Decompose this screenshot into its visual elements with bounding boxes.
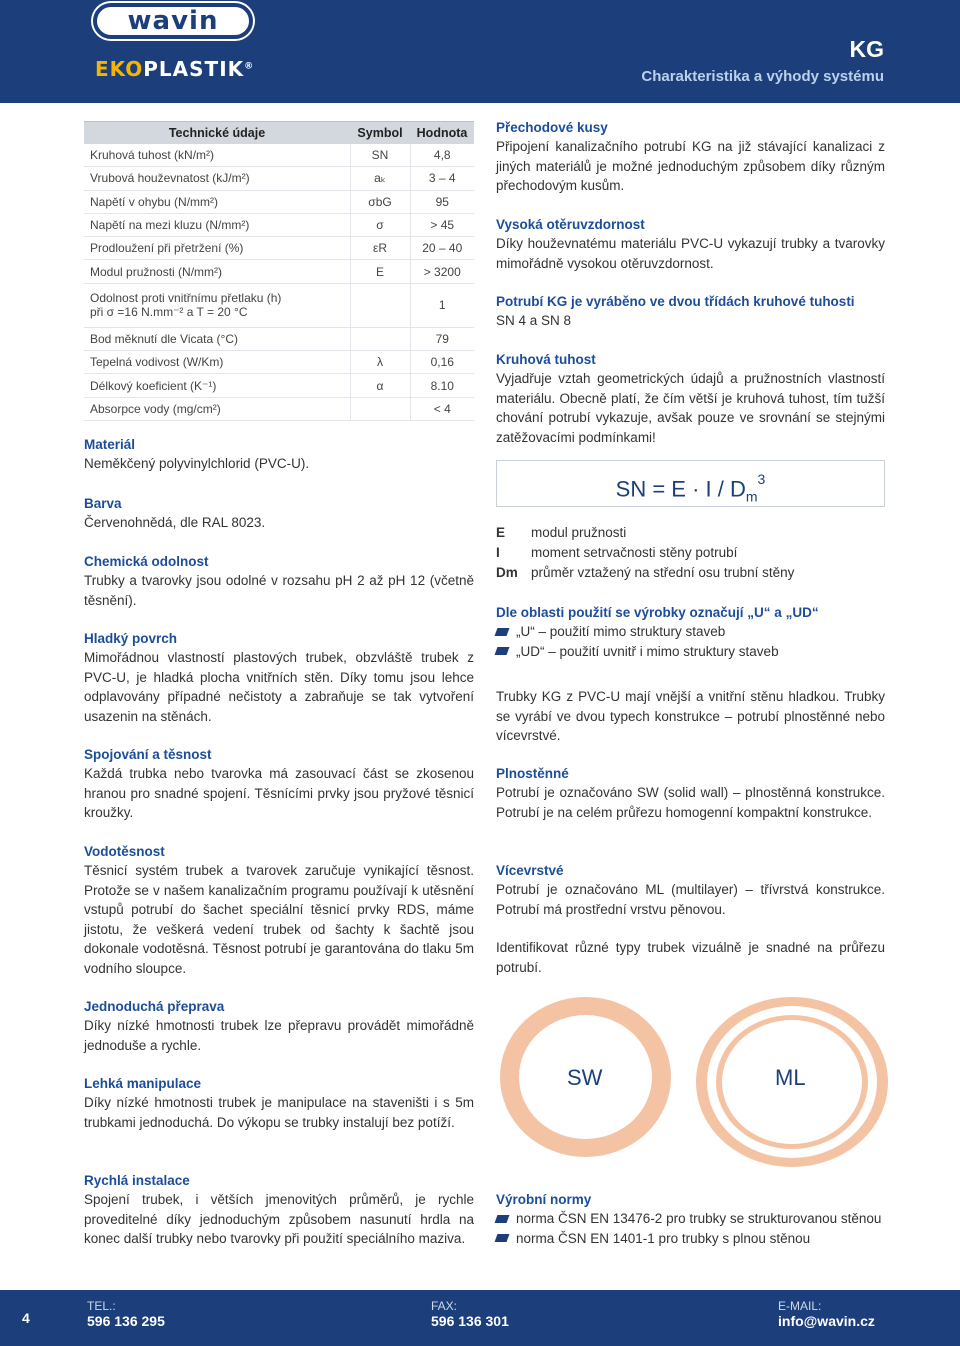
table-cell-symbol: λ [350,351,410,374]
table-cell-label: Kruhová tuhost (kN/m²) [84,144,350,167]
technical-data-table [84,121,474,421]
email-label: E-MAIL: [778,1299,822,1313]
table-cell-value: 95 [410,190,474,213]
table-cell-symbol: SN [350,144,410,167]
legend-key: E [496,525,506,540]
bullet-icon [495,1215,510,1223]
section-identification [496,938,885,977]
section-heading: Vodotěsnost [84,844,165,859]
table-row [84,283,474,327]
section-handling [84,1074,474,1132]
legend-text: průměr vztažený na střední osu trubní stěny [531,565,795,580]
fax-value: 596 136 301 [431,1313,509,1329]
table-row [84,190,474,213]
section-heading: Kruhová tuhost [496,352,596,367]
section-walls [496,687,885,746]
table-row [84,213,474,236]
legend-row [496,525,885,545]
section-heading: Hladký povrch [84,631,178,646]
table-cell-symbol: εR [350,237,410,260]
section-barva [84,494,474,533]
table-row [84,260,474,283]
bullet-icon [495,647,510,655]
email-link[interactable]: info@wavin.cz [778,1313,875,1329]
section-text: Trubky KG z PVC-U mají vnější a vnitřní stěnu hladkou. Trubky se vyrábí ve dvou typech konstrukce – potrubí plnostěnné nebo vícevrstvé. [496,689,885,743]
legend-row [496,565,885,585]
section-transport [84,997,474,1055]
list-item: norma ČSN EN 1401-1 pro trubky s plnou stěnou [496,1229,885,1249]
column-header: Symbol [350,122,410,144]
table-cell-value: 3 – 4 [410,167,474,190]
table-cell-symbol [350,283,410,327]
table-row [84,351,474,374]
section-heading: Lehká manipulace [84,1076,202,1091]
table-cell-value: 79 [410,327,474,350]
formula-box [496,460,885,507]
section-text: Spojení trubek, i větších jmenovitých průměrů, je rychle proveditelné díky jednoduchým způsobem nasunutí hrdla na konec další trubky nebo tvarovky při použití speciálního maziva. [84,1192,474,1246]
table-cell-label: Bod měknutí dle Vicata (°C) [84,327,350,350]
table-cell-symbol: α [350,374,410,397]
section-text: Těsnicí systém trubek a tvarovek zaručuje vynikající těsnost. Protože se v našem kanalizačním programu používají k utěsnění vstupů potrubí do šachet speciální těsnicí prvky RDS, máme jistotu, že veškerá vedení trubek od šachty k šachtě jsou dokonale vodotěsná. Těsnost potrubí je garantována do tlaku 5m vodního sloupce. [84,863,474,976]
table-cell-value: 8.10 [410,374,474,397]
multilayer-label: ML [775,1065,806,1090]
table-cell-label: Tepelná vodivost (W/Km) [84,351,350,374]
section-chemical-resistance [84,552,474,610]
table-row [84,327,474,350]
section-heading: Přechodové kusy [496,120,608,135]
section-heading: Výrobní normy [496,1192,592,1207]
section-text: Díky nízké hmotnosti trubek lze přepravu provádět mimořádně jednoduše a rychle. [84,1018,474,1053]
page-footer [0,1290,960,1346]
bullet-icon [495,628,510,636]
section-text: Červenohnědá, dle RAL 8023. [84,515,266,530]
section-text: Potrubí je označováno ML (multilayer) – třívrstvá konstrukce. Potrubí má prostřední vrstvu pěnovou. [496,882,885,917]
section-heading: Vysoká otěruvzdornost [496,217,645,232]
section-stiffness-classes [496,292,885,331]
table-cell-label: Napětí na mezi kluzu (N/mm²) [84,213,350,236]
fax-label: FAX: [431,1299,458,1313]
section-heading: Dle oblasti použití se výrobky označují „U“ a „UD“ [496,605,819,620]
table-cell-label: Prodloužení při přetržení (%) [84,237,350,260]
ekoplastik-logo: EKOPLASTIK® [95,57,255,81]
section-heading: Jednoduchá přeprava [84,999,225,1014]
table-cell-label: Odolnost proti vnitřnímu přetlaku (h) při σ =16 N.mm⁻² a T = 20 °C [84,283,350,327]
section-heading: Materiál [84,437,136,452]
table-row [84,167,474,190]
column-header: Technické údaje [84,122,350,144]
section-text: Identifikovat různé typy trubek vizuálně je snadné na průřezu potrubí. [496,940,885,975]
table-row [84,144,474,167]
section-heading: Plnostěnné [496,766,569,781]
section-heading: Chemická odolnost [84,554,209,569]
table-cell-label: Délkový koeficient (K⁻¹) [84,374,350,397]
table-cell-label: Napětí v ohybu (N/mm²) [84,190,350,213]
section-text: Vyjadřuje vztah geometrických údajů a pružnostních vlastností materiálu. Obecně platí, že čím větší je kruhová tuhost, tím tužší chování potrubí vykazuje, avšak pouze ve srovnání se stejnými zatěžovacími podmínkami! [496,371,885,445]
legend-text: moment setrvačnosti stěny potrubí [531,545,738,560]
table-cell-symbol: σ [350,213,410,236]
table-cell-value: 0,16 [410,351,474,374]
page-title: KG [849,36,884,62]
table-cell-symbol [350,397,410,420]
section-text: Neměkčený polyvinylchlorid (PVC-U). [84,456,310,471]
formula-superscript: 3 [757,471,766,487]
section-standards [496,1190,885,1248]
table-cell-symbol: σbG [350,190,410,213]
section-joining [84,745,474,823]
column-header: Hodnota [410,122,474,144]
section-heading: Spojování a těsnost [84,747,212,762]
section-text: Každá trubka nebo tvarovka má zasouvací část se zkosenou hranou pro snadné spojení. Těsnícími prvky jsou pryžové těsnicí kroužky. [84,766,474,820]
section-text: Potrubí je označováno SW (solid wall) – plnostěnná konstrukce. Potrubí je na celém průřezu homogenní kompaktní konstrukce. [496,785,885,820]
list-item: „U“ – použití mimo struktury staveb [496,622,885,642]
table-cell-symbol: aₖ [350,167,410,190]
list-item: „UD“ – použití uvnitř i mimo struktury staveb [496,642,885,662]
section-text: Připojení kanalizačního potrubí KG na již stávající kanalizaci z jiných materiálů je možné jednoduchým způsobem díky různým přechodovým kusům. [496,139,885,193]
section-usage-marking [496,603,885,661]
section-text: Díky houževnatému materiálu PVC-U vykazují trubky a tvarovky mimořádně vysokou otěruvzdornost. [496,236,885,271]
table-row [84,237,474,260]
section-heading: Vícevrstvé [496,863,564,878]
table-cell-value: 20 – 40 [410,237,474,260]
tel-label: TEL.: [87,1299,116,1313]
section-heading: Barva [84,496,122,511]
section-abrasion [496,215,885,273]
formula-main: SN = E · I / D [615,476,746,502]
section-multilayer [496,861,885,919]
bullet-icon [495,1234,510,1242]
section-ring-stiffness [496,350,885,447]
legend-row [496,545,885,565]
section-text: SN 4 a SN 8 [496,313,572,328]
section-smooth-surface [84,629,474,726]
solid-wall-label: SW [567,1065,603,1090]
table-cell-label: Modul pružnosti (N/mm²) [84,260,350,283]
page-subtitle: Charakteristika a výhody systému [641,68,884,85]
section-heading: Potrubí KG je vyráběno ve dvou třídách kruhové tuhosti [496,294,855,309]
table-cell-value: 1 [410,283,474,327]
section-heading: Rychlá instalace [84,1173,190,1188]
legend-key: I [496,545,500,560]
legend-key: Dm [496,565,518,580]
table-cell-value: > 45 [410,213,474,236]
table-cell-symbol [350,327,410,350]
section-text: Mimořádnou vlastností plastových trubek, obzvláště trubek z PVC-U, je hladká plocha vnitřních stěn. Díky tomu jsou lehce odplavovány případné nečistoty a zabraňuje se tak vytvoření usazenin na stěnách. [84,650,474,724]
legend-text: modul pružnosti [531,525,627,540]
table-cell-value: > 3200 [410,260,474,283]
section-material [84,435,474,474]
list-item: norma ČSN EN 13476-2 pro trubky se strukturovanou stěnou [496,1209,885,1229]
tel-value[interactable]: 596 136 295 [87,1313,165,1329]
formula-subscript: m [745,488,758,505]
page-header [0,0,960,103]
section-installation [84,1171,474,1249]
table-cell-label: Absorpce vody (mg/cm²) [84,397,350,420]
page-number: 4 [22,1310,30,1326]
section-solid-wall [496,764,885,822]
table-cell-value: 4,8 [410,144,474,167]
table-cell-symbol: E [350,260,410,283]
table-row [84,374,474,397]
table-cell-label: Vrubová houževnatost (kJ/m²) [84,167,350,190]
wavin-logo: wavin [93,3,253,39]
section-text: Trubky a tvarovky jsou odolné v rozsahu pH 2 až pH 12 (včetně těsnění). [84,573,474,608]
table-header-row [84,122,474,144]
section-watertightness [84,842,474,978]
section-text: Díky nízké hmotnosti trubek je manipulace na staveništi i s 5m trubkami jednoduchá. Do výkopu se trubky instalují bez potíží. [84,1095,474,1130]
section-transition-pieces [496,118,885,196]
table-cell-value: < 4 [410,397,474,420]
table-row [84,397,474,420]
